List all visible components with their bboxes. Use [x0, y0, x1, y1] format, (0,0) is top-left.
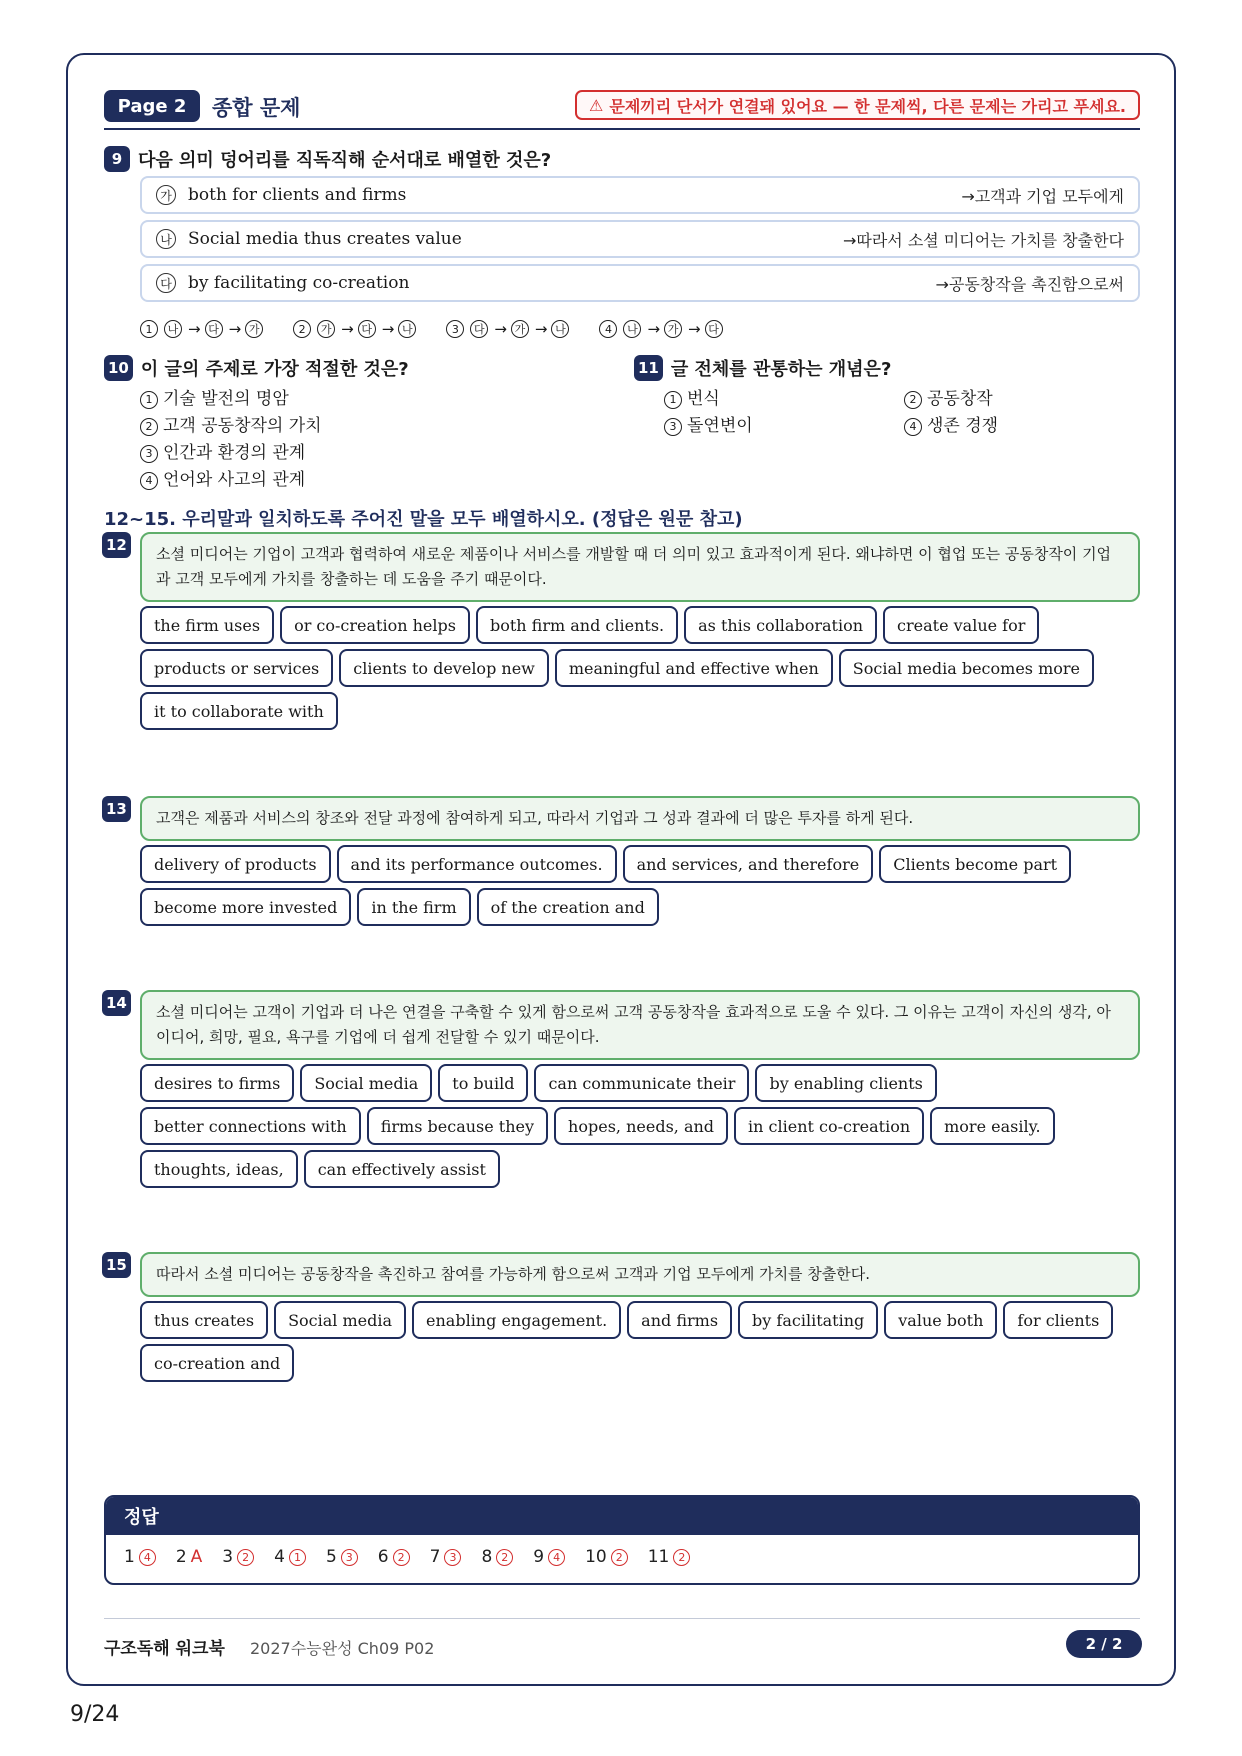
option-number: 1 — [664, 391, 682, 409]
answer-value: 3 — [341, 1549, 358, 1566]
section-title: 12~15. 우리말과 일치하도록 주어진 말을 모두 배열하시오. (정답은 원문 참고) — [104, 509, 743, 530]
answer-value: 2 — [496, 1549, 513, 1566]
sequence-marker: 가 — [511, 320, 529, 338]
chunk-marker: 다 — [156, 273, 176, 293]
answer-question-number: 11 — [647, 1547, 670, 1567]
answer-item — [176, 1547, 202, 1567]
option-item[interactable] — [664, 386, 720, 413]
arrow-icon: → — [381, 320, 395, 338]
sheet-number: 9/24 — [70, 1702, 120, 1727]
footer-divider — [104, 1618, 1140, 1619]
answer-item — [585, 1547, 628, 1567]
question-number: 13 — [102, 796, 131, 822]
word-tile[interactable]: enabling engagement. — [412, 1301, 621, 1339]
footer-page-indicator: 2 / 2 — [1066, 1630, 1142, 1658]
word-tile[interactable]: for clients — [1003, 1301, 1113, 1339]
answer-value: 3 — [444, 1549, 461, 1566]
option-item[interactable] — [140, 386, 322, 413]
option-text: 인간과 환경의 관계 — [163, 443, 306, 463]
question-11 — [634, 355, 891, 381]
word-tile[interactable]: it to collaborate with — [140, 692, 338, 730]
word-tile[interactable]: and its performance outcomes. — [337, 845, 617, 883]
option-text: 기술 발전의 명암 — [163, 389, 289, 409]
option-number: 2 — [904, 391, 922, 409]
sequence-marker: 나 — [164, 320, 182, 338]
answer-question-number: 4 — [274, 1547, 285, 1567]
word-tile[interactable]: and services, and therefore — [623, 845, 874, 883]
option-item[interactable] — [140, 440, 322, 467]
answer-question-number: 6 — [377, 1547, 389, 1567]
option-number: 4 — [599, 320, 617, 338]
answer-value: 1 — [289, 1549, 306, 1566]
option-item[interactable] — [904, 413, 998, 440]
option-number: 1 — [140, 391, 158, 409]
word-tile[interactable]: as this collaboration — [684, 606, 877, 644]
page-header — [104, 90, 1140, 130]
option-text: 언어와 사고의 관계 — [163, 470, 306, 490]
option-number: 3 — [446, 320, 464, 338]
word-tile[interactable]: can communicate their — [534, 1064, 749, 1102]
word-tile[interactable]: or co-creation helps — [280, 606, 470, 644]
question-text: 글 전체를 관통하는 개념은? — [670, 359, 892, 380]
word-tile[interactable]: better connections with — [140, 1107, 361, 1145]
answer-item — [124, 1547, 156, 1567]
word-tile[interactable]: clients to develop new — [339, 649, 549, 687]
answer-question-number: 2 — [175, 1547, 187, 1567]
answer-item — [378, 1547, 410, 1567]
option-text: 생존 경쟁 — [927, 416, 999, 436]
word-tile[interactable]: in the firm — [357, 888, 470, 926]
option-text: 번식 — [687, 389, 720, 409]
arrow-icon: → — [341, 320, 354, 338]
footer-code: 2027수능완성 Ch09 P02 — [250, 1639, 435, 1658]
chunk-marker: 가 — [156, 185, 176, 205]
footer-brand: 구조독해 워크북 — [104, 1639, 225, 1659]
question-9 — [104, 146, 551, 172]
q10-options — [140, 386, 322, 494]
option-number: 4 — [904, 418, 922, 436]
answer-item — [222, 1547, 254, 1567]
page-badge: Page 2 — [104, 90, 200, 122]
option-number: 1 — [140, 320, 158, 338]
question-text: 이 글의 주제로 가장 적절한 것은? — [140, 359, 409, 380]
sequence-marker: 가 — [245, 320, 263, 338]
answer-item — [430, 1547, 462, 1567]
answer-question-number: 7 — [429, 1547, 441, 1567]
word-bank — [140, 845, 1150, 926]
word-tile[interactable]: to build — [438, 1064, 528, 1102]
warning-icon: ⚠ — [589, 95, 604, 115]
answer-item — [326, 1547, 358, 1567]
question-number: 15 — [102, 1252, 131, 1278]
sequence-marker: 나 — [623, 320, 641, 338]
answer-value: 2 — [673, 1549, 690, 1566]
word-tile[interactable]: value both — [884, 1301, 997, 1339]
sequence-marker: 나 — [551, 320, 569, 338]
word-tile[interactable]: by facilitating — [738, 1301, 878, 1339]
answer-item — [274, 1547, 306, 1567]
option-number: 3 — [664, 418, 682, 436]
word-tile[interactable]: Social media becomes more — [839, 649, 1094, 687]
chunk-english: Social media thus creates value — [188, 229, 462, 249]
chunk-english: both for clients and firms — [188, 185, 407, 205]
option-number: 3 — [140, 445, 158, 463]
word-tile[interactable]: both firm and clients. — [476, 606, 678, 644]
word-tile[interactable]: firms because they — [367, 1107, 548, 1145]
chunk-korean: →고객과 기업 모두에게 — [961, 186, 1124, 206]
option-number: 4 — [140, 472, 158, 490]
option-item[interactable] — [293, 320, 418, 338]
answer-item — [533, 1547, 565, 1567]
arrow-icon: → — [688, 320, 701, 338]
question-10 — [104, 355, 409, 381]
option-number: 2 — [140, 418, 158, 436]
answer-value: 4 — [548, 1549, 565, 1566]
question-number: 10 — [104, 355, 133, 381]
arrow-icon: → — [647, 320, 661, 338]
arrow-icon: → — [494, 320, 507, 338]
warning-text: 문제끼리 단서가 연결돼 있어요 — 한 문제씩, 다른 문제는 가리고 푸세요. — [609, 96, 1126, 116]
question-number: 14 — [102, 990, 131, 1016]
word-tile[interactable]: co-creation and — [140, 1344, 294, 1382]
chunk-marker: 나 — [156, 229, 176, 249]
word-tile[interactable]: and firms — [627, 1301, 732, 1339]
answer-item — [481, 1547, 513, 1567]
warning-banner — [575, 90, 1140, 120]
meaning-chunk — [140, 264, 1140, 302]
meaning-chunk — [140, 220, 1140, 258]
word-tile[interactable]: products or services — [140, 649, 333, 687]
word-tile[interactable]: create value for — [883, 606, 1039, 644]
word-tile[interactable]: desires to firms — [140, 1064, 294, 1102]
word-bank — [140, 1064, 1150, 1188]
sequence-marker: 다 — [705, 320, 723, 338]
word-tile[interactable]: meaningful and effective when — [555, 649, 833, 687]
word-tile[interactable]: of the creation and — [477, 888, 659, 926]
korean-sentence-box: 소셜 미디어는 고객이 기업과 더 나은 연결을 구축할 수 있게 함으로써 고객 공동창작을 효과적으로 도울 수 있다. 그 이유는 고객이 자신의 생각, 아이디어, 희망, 필요, 욕구를 기업에 더 쉽게 전달할 수 있기 때문이다. — [140, 990, 1140, 1060]
page-title: 종합 문제 — [212, 96, 301, 120]
word-tile[interactable]: delivery of products — [140, 845, 331, 883]
question-text: 다음 의미 덩어리를 직독직해 순서대로 배열한 것은? — [138, 150, 552, 171]
answer-list — [106, 1535, 1138, 1579]
arrow-icon: → — [188, 320, 201, 338]
korean-sentence-box: 따라서 소셜 미디어는 공동창작을 촉진하고 참여를 가능하게 함으로써 고객과 기업 모두에게 가치를 창출한다. — [140, 1252, 1140, 1297]
word-tile[interactable]: in client co-creation — [734, 1107, 924, 1145]
option-number: 2 — [293, 320, 311, 338]
answer-key-title: 정답 — [106, 1497, 1138, 1535]
option-text: 고객 공동창작의 가치 — [163, 416, 322, 436]
answer-question-number: 8 — [481, 1547, 493, 1567]
answer-value: 2 — [393, 1549, 410, 1566]
answer-value: 2 — [611, 1549, 628, 1566]
option-item[interactable] — [904, 386, 993, 413]
sequence-marker: 나 — [398, 320, 416, 338]
option-item[interactable] — [664, 413, 753, 440]
option-text: 돌연변이 — [687, 416, 753, 436]
question-number: 9 — [104, 146, 130, 172]
option-item[interactable] — [140, 467, 322, 494]
question-number: 11 — [634, 355, 663, 381]
answer-question-number: 9 — [533, 1547, 545, 1567]
answer-value: 2 — [237, 1549, 254, 1566]
option-item[interactable] — [446, 320, 571, 338]
answer-key — [104, 1495, 1140, 1585]
word-tile[interactable]: hopes, needs, and — [554, 1107, 728, 1145]
korean-sentence-box: 고객은 제품과 서비스의 창조와 전달 과정에 참여하게 되고, 따라서 기업과 그 성과 결과에 더 많은 투자를 하게 된다. — [140, 796, 1140, 841]
sequence-marker: 가 — [664, 320, 682, 338]
answer-item — [648, 1547, 691, 1567]
option-item[interactable] — [140, 413, 322, 440]
answer-question-number: 10 — [585, 1547, 607, 1567]
word-tile[interactable]: the firm uses — [140, 606, 274, 644]
meaning-chunk — [140, 176, 1140, 214]
word-tile[interactable]: can effectively assist — [304, 1150, 500, 1188]
option-item[interactable] — [599, 320, 724, 338]
word-tile[interactable]: Clients become part — [879, 845, 1071, 883]
chunk-korean: →공동창작을 촉진함으로써 — [935, 274, 1124, 294]
option-text: 공동창작 — [927, 389, 993, 409]
question-number: 12 — [102, 532, 131, 558]
sequence-marker: 다 — [358, 320, 376, 338]
answer-question-number: 3 — [222, 1547, 234, 1567]
answer-value: A — [190, 1547, 203, 1567]
word-tile[interactable]: more easily. — [930, 1107, 1054, 1145]
word-tile[interactable]: become more invested — [140, 888, 351, 926]
chunk-korean: →따라서 소셜 미디어는 가치를 창출한다 — [842, 230, 1124, 250]
word-bank — [140, 1301, 1150, 1382]
arrow-icon: → — [228, 320, 242, 338]
option-item[interactable] — [140, 320, 265, 338]
korean-sentence-box: 소셜 미디어는 기업이 고객과 협력하여 새로운 제품이나 서비스를 개발할 때 더 의미 있고 효과적이게 된다. 왜냐하면 이 협업 또는 공동창작이 기업과 고객 모두에게 가치를 창출하는 데 도움을 주기 때문이다. — [140, 532, 1140, 602]
sequence-marker: 다 — [205, 320, 223, 338]
word-bank — [140, 606, 1150, 730]
word-tile[interactable]: Social media — [274, 1301, 406, 1339]
q9-options — [140, 320, 725, 338]
sequence-marker: 다 — [470, 320, 488, 338]
word-tile[interactable]: thus creates — [140, 1301, 268, 1339]
word-tile[interactable]: Social media — [300, 1064, 432, 1102]
word-tile[interactable]: by enabling clients — [755, 1064, 936, 1102]
chunk-english: by facilitating co-creation — [188, 273, 410, 293]
word-tile[interactable]: thoughts, ideas, — [140, 1150, 298, 1188]
answer-question-number: 1 — [124, 1547, 135, 1567]
arrow-icon: → — [534, 320, 548, 338]
sequence-marker: 가 — [317, 320, 335, 338]
answer-question-number: 5 — [325, 1547, 337, 1567]
answer-value: 4 — [139, 1549, 156, 1566]
